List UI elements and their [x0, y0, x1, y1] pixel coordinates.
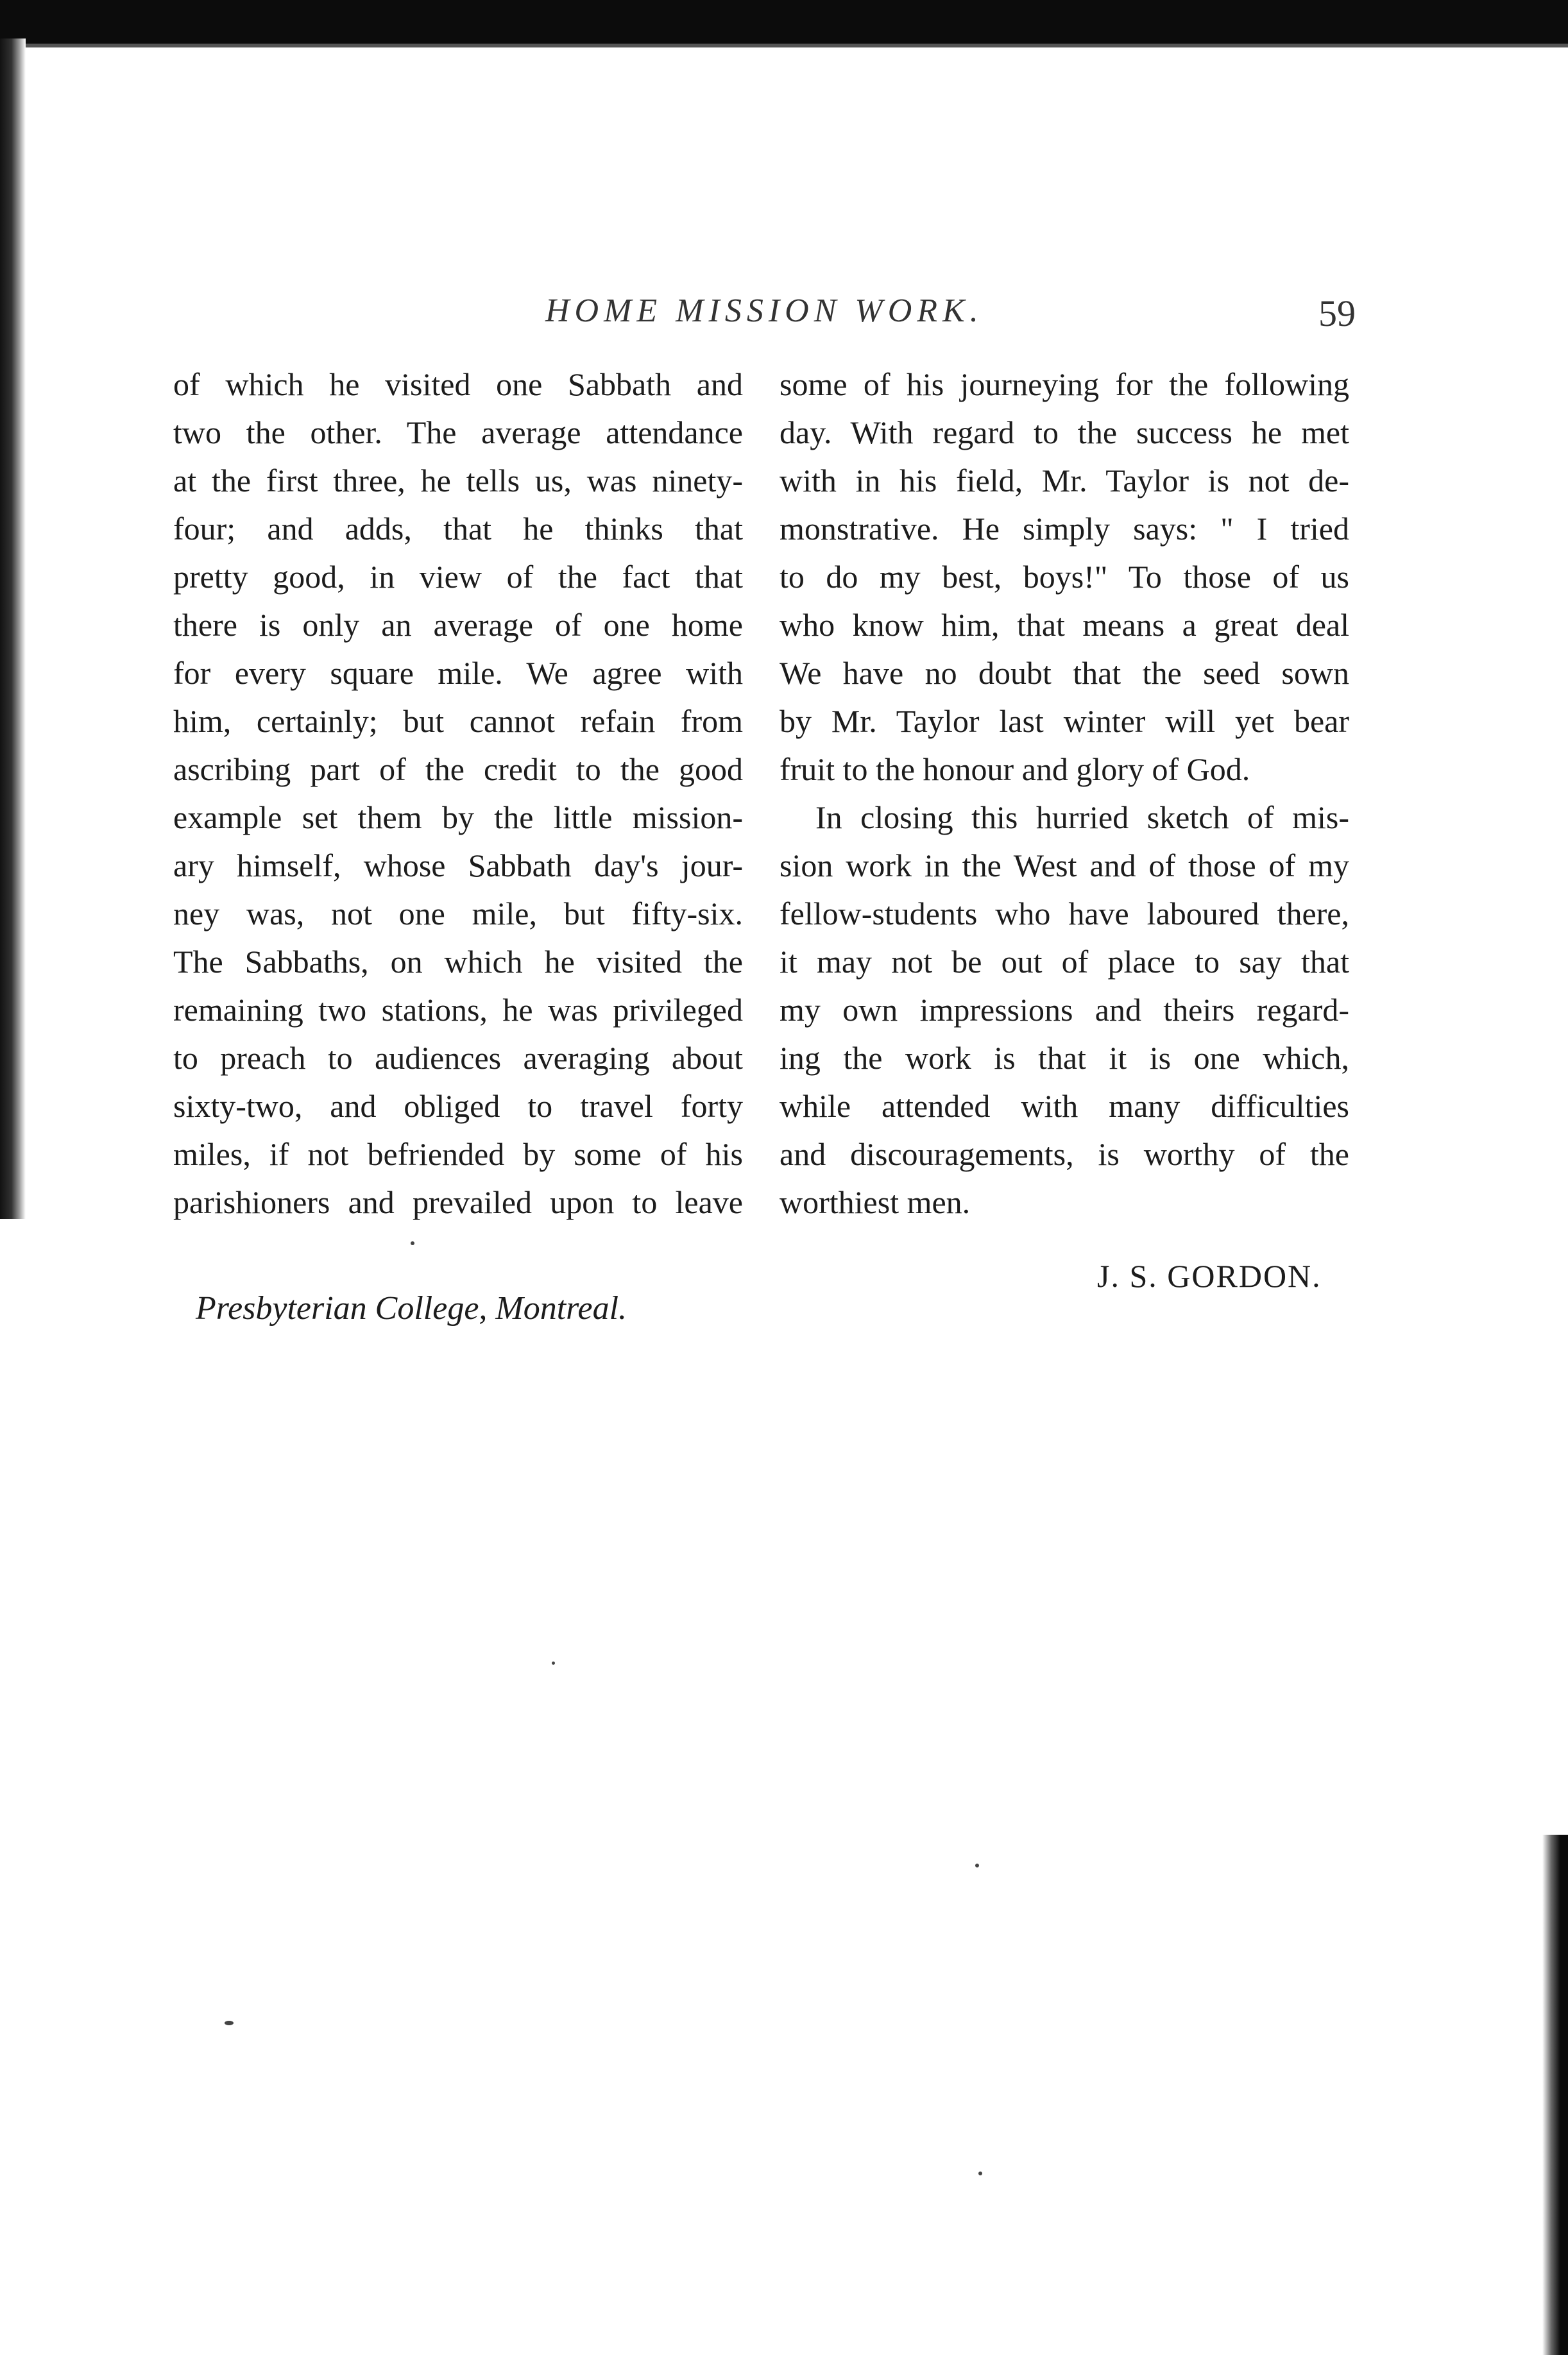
text-line: day. With regard to the success he met: [780, 414, 1349, 450]
text-line: remaining two stations, he was privileged: [173, 992, 743, 1028]
scan-speck: [975, 1864, 979, 1867]
text-line: while attended with many difficulties: [780, 1088, 1349, 1124]
scan-border-top: [0, 0, 1568, 44]
text-line: to preach to audiences averaging about: [173, 1040, 743, 1076]
text-line: parishioners and prevailed upon to leave: [173, 1184, 743, 1220]
paragraph-end-line: worthiest men.: [780, 1184, 971, 1220]
text-line: some of his journeying for the following: [780, 366, 1349, 402]
text-line: pretty good, in view of the fact that: [173, 559, 743, 595]
text-line: fellow-students who have laboured there,: [780, 896, 1349, 931]
text-line: there is only an average of one home: [173, 607, 743, 643]
paragraph-end-line: fruit to the honour and glory of God.: [780, 751, 1250, 787]
text-line: and discouragements, is worthy of the: [780, 1136, 1349, 1172]
text-line: four; and adds, that he thinks that: [173, 511, 743, 547]
text-line: monstrative. He simply says: " I tried: [780, 511, 1349, 547]
place-line: Presbyterian College, Montreal.: [196, 1290, 627, 1327]
scan-border-left: [0, 38, 26, 1219]
author-signature: J. S. GORDON.: [1097, 1258, 1322, 1294]
text-line: ascribing part of the credit to the good: [173, 751, 743, 787]
text-line: by Mr. Taylor last winter will yet bear: [780, 703, 1349, 739]
text-line: ing the work is that it is one which,: [780, 1040, 1349, 1076]
text-line: it may not be out of place to say that: [780, 944, 1349, 980]
right-column: [780, 361, 1349, 1227]
text-line: two the other. The average attendance: [173, 414, 743, 450]
text-line: my own impressions and theirs regard-: [780, 992, 1349, 1028]
text-line: to do my best, boys!" To those of us: [780, 559, 1349, 595]
scan-speck: [978, 2172, 982, 2175]
text-line: miles, if not befriended by some of his: [173, 1136, 743, 1172]
text-line: sion work in the West and of those of my: [780, 847, 1349, 883]
text-line: sixty-two, and obliged to travel forty: [173, 1088, 743, 1124]
text-line: The Sabbaths, on which he visited the: [173, 944, 743, 980]
paragraph-start-line: In closing this hurried sketch of mis-: [815, 799, 1349, 835]
text-line: ney was, not one mile, but fifty-six.: [173, 896, 743, 931]
scan-speck: [225, 2021, 234, 2025]
text-line: for every square mile. We agree with: [173, 655, 743, 691]
scan-border-right: [1542, 1835, 1568, 2355]
text-line: with in his field, Mr. Taylor is not de-: [780, 463, 1349, 498]
text-line: We have no doubt that the seed sown: [780, 655, 1349, 691]
scan-speck: [552, 1662, 555, 1665]
scan-speck: [411, 1241, 414, 1245]
text-line: at the first three, he tells us, was ninety-: [173, 463, 743, 498]
text-line: him, certainly; but cannot refain from: [173, 703, 743, 739]
text-line: example set them by the little mission-: [173, 799, 743, 835]
text-line: ary himself, whose Sabbath day's jour-: [173, 847, 743, 883]
left-column: [173, 361, 743, 1227]
page-number: 59: [1318, 293, 1356, 334]
text-line: who know him, that means a great deal: [780, 607, 1349, 643]
running-title: HOME MISSION WORK.: [545, 293, 984, 329]
text-line: of which he visited one Sabbath and: [173, 366, 743, 402]
